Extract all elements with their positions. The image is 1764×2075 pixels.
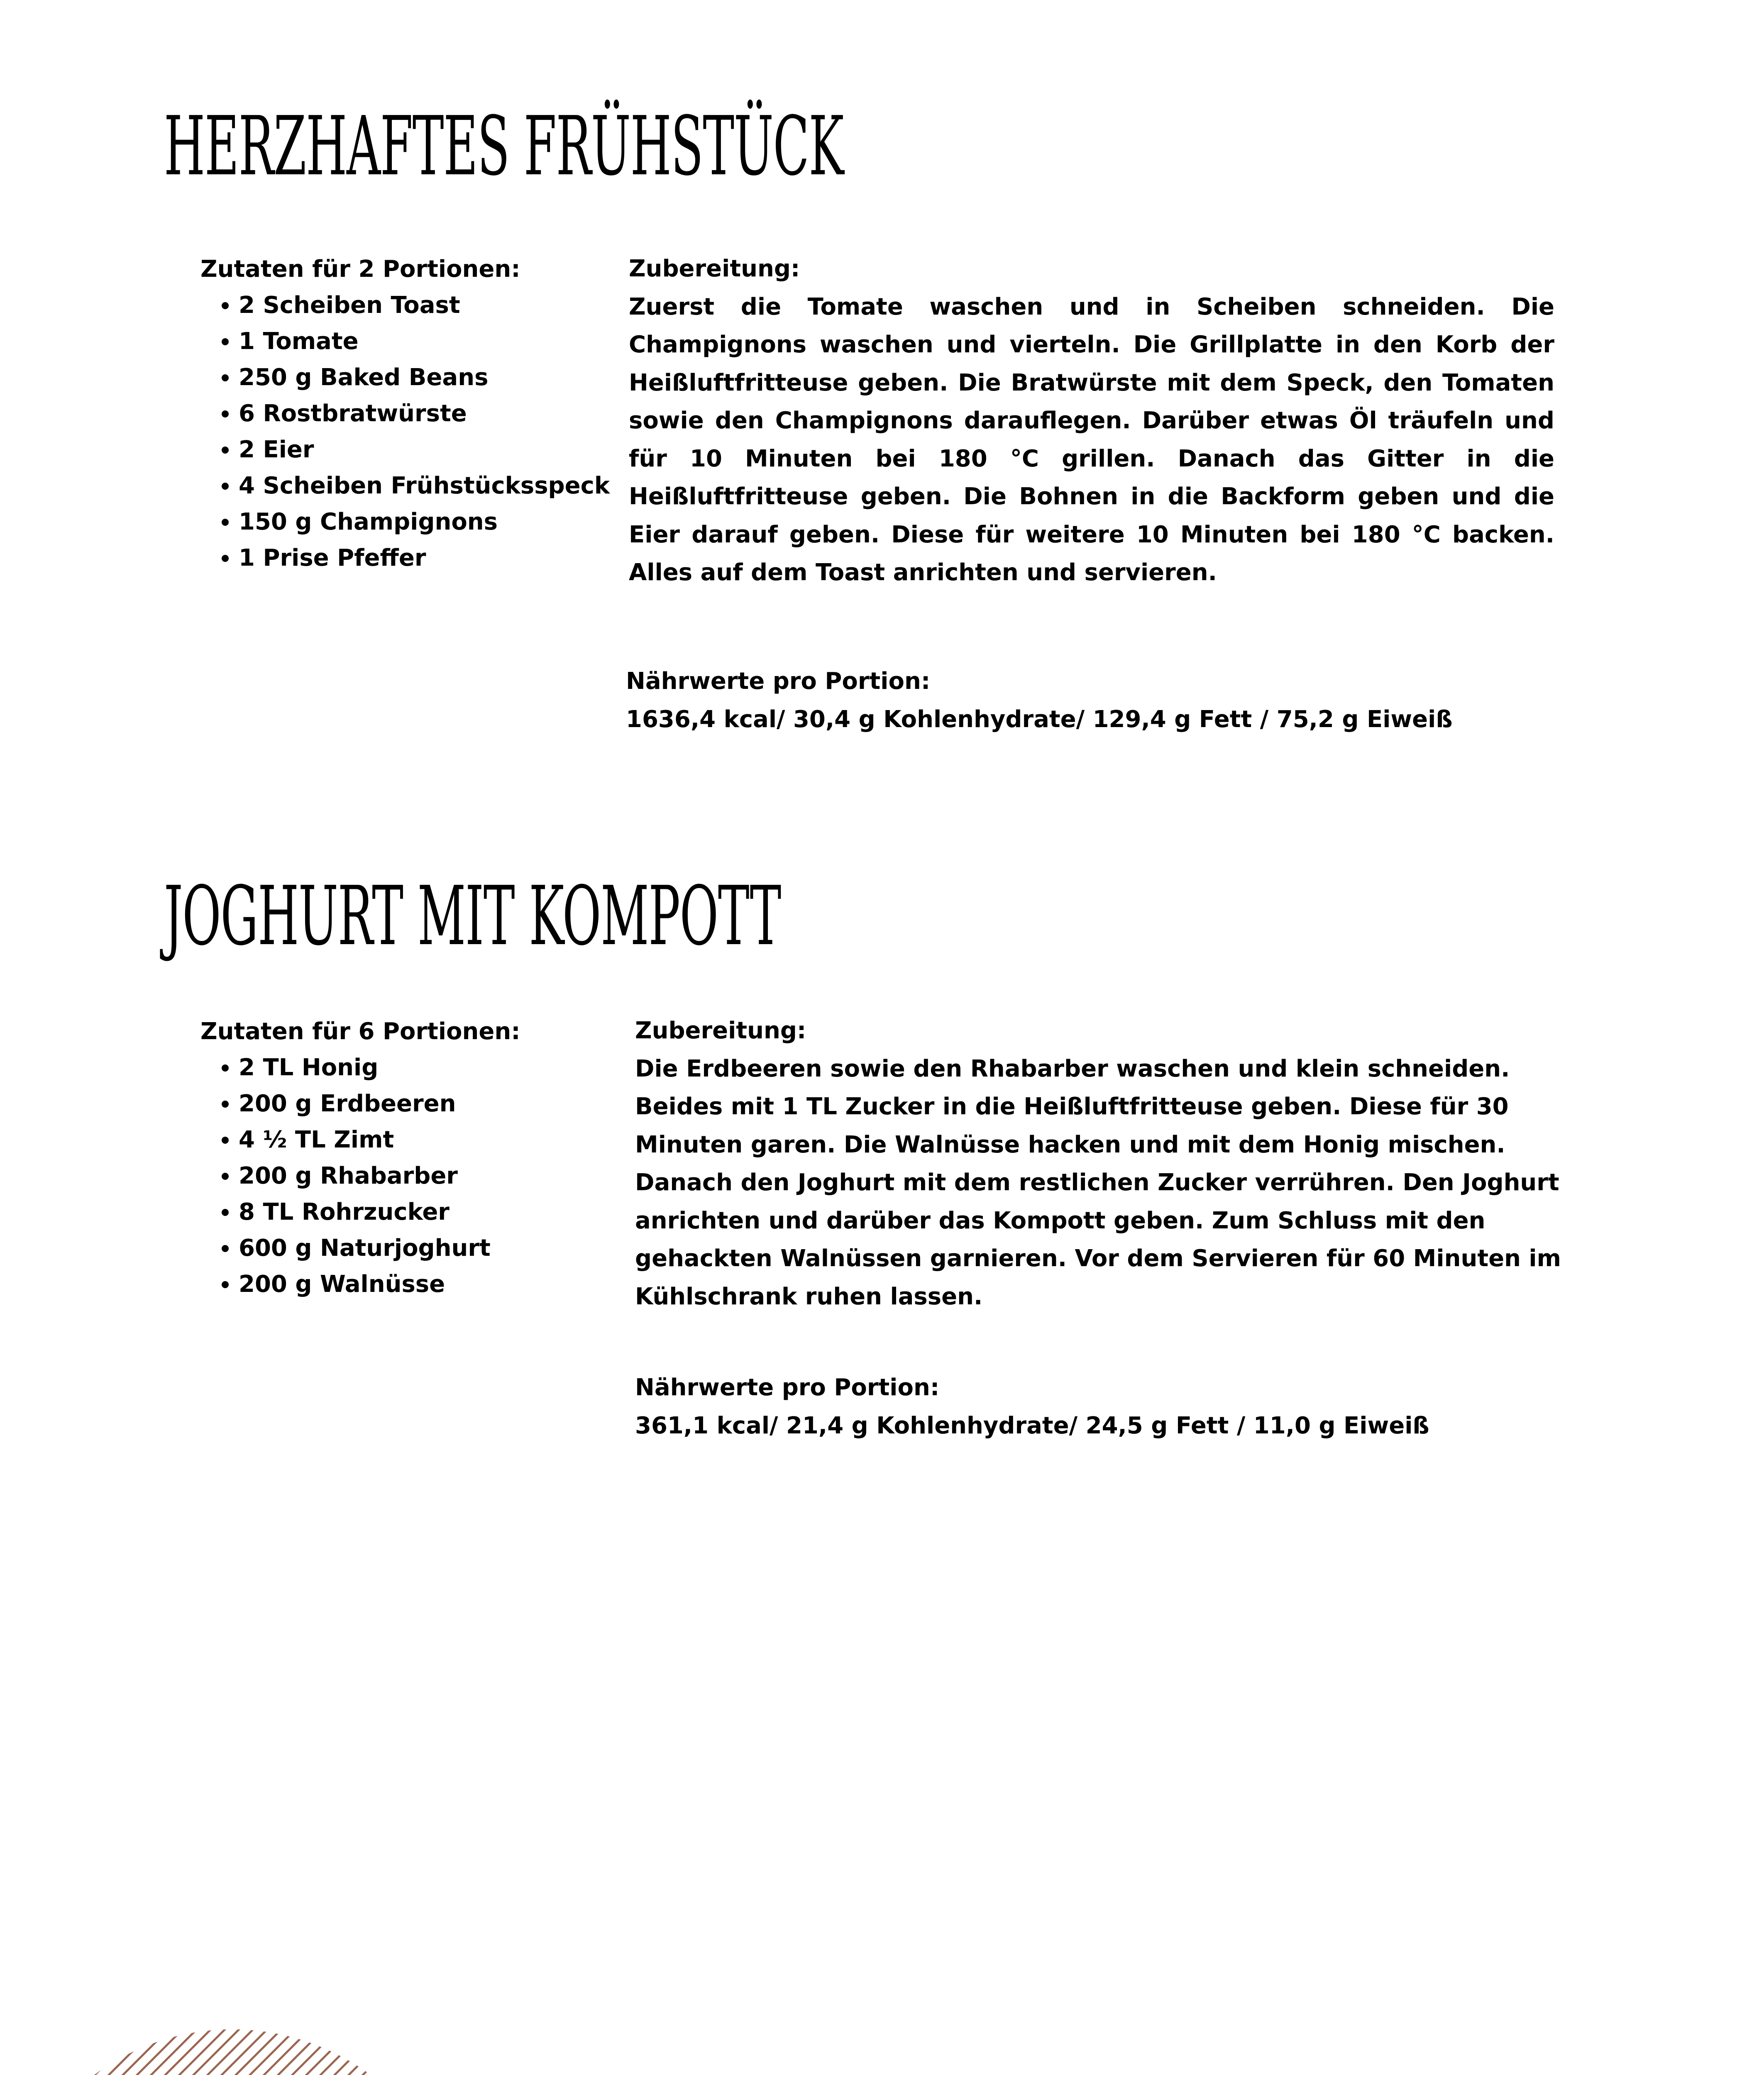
preparation-heading: Zubereitung: — [629, 255, 800, 282]
decorative-stripe — [0, 2013, 270, 2075]
preparation-heading: Zubereitung: — [635, 1017, 806, 1044]
nutrition-section — [626, 662, 1453, 739]
ingredients-section — [200, 1013, 649, 1302]
decorative-stripe — [0, 2013, 185, 2075]
decorative-stripe — [167, 2013, 540, 2075]
decorative-stripe — [82, 2013, 540, 2075]
decorative-stripe — [477, 2013, 540, 2075]
decorative-stripe — [0, 2013, 425, 2075]
preparation-text: Zuerst die Tomate waschen und in Scheiben schneiden. Die Champignons waschen und vierteln. Die Grillplatte in den Korb der Heißluftfritteuse geben. Die Bratwürste mit dem Speck, den Tomaten sowie den Champignons darauflegen. Darüber etwas Öl träufeln und für 10 Minuten bei 180 °C grillen. Danach das Gitter in die Heißluftfritteuse geben. Die Bohnen in die Backform geben und die Eier darauf geben. Diese für weitere 10 Minuten bei 180 °C backen. Alles auf dem Toast anrichten und servieren. — [629, 293, 1554, 586]
ingredients-section — [200, 251, 649, 576]
recipe-title: HERZHAFTES FRÜHSTÜCK — [164, 99, 844, 194]
decorative-stripe — [0, 2013, 44, 2075]
decorative-stripe — [0, 2013, 199, 2075]
decorative-stripe — [125, 2013, 540, 2075]
ingredient-item: • 1 Tomate — [239, 323, 649, 359]
ingredient-item: • 200 g Walnüsse — [239, 1266, 649, 1302]
decorative-stripe — [0, 2013, 397, 2075]
decorative-stripe — [379, 2013, 540, 2075]
decorative-stripe — [139, 2013, 540, 2075]
preparation-text: Die Erdbeeren sowie den Rhabarber waschen und klein schneiden. Beides mit 1 TL Zucker in die Heißluftfritteuse geben. Diese für 30 Minuten garen. Die Walnüsse hacken und mit dem Honig mischen. Danach den Joghurt mit dem restlichen Zucker verrühren. Den Joghurt anrichten und darüber das Kompott geben. Zum Schluss mit den gehackten Walnüssen garnieren. Vor dem Servieren für 60 Minuten im Kühlschrank ruhen lassen. — [635, 1055, 1561, 1310]
preparation-section — [629, 250, 1554, 592]
ingredient-item: • 150 g Champignons — [239, 504, 649, 540]
decorative-stripe — [322, 2013, 540, 2075]
decorative-stripe — [54, 2013, 540, 2075]
decorative-stripe — [0, 2013, 312, 2075]
decorative-stripe — [0, 2013, 439, 2075]
ingredient-item: • 4 ½ TL Zimt — [239, 1122, 649, 1158]
decorative-stripe — [0, 2013, 72, 2075]
ingredient-list — [200, 1050, 649, 1302]
decorative-stripe — [0, 2013, 340, 2075]
decorative-stripe — [0, 2013, 227, 2075]
ingredient-item: • 2 TL Honig — [239, 1050, 649, 1086]
ingredient-item: • 6 Rostbratwürste — [239, 395, 649, 432]
ingredients-heading: Zutaten für 6 Portionen: — [200, 1018, 520, 1045]
decorative-stripe — [449, 2013, 540, 2075]
ingredient-item: • 200 g Erdbeeren — [239, 1086, 649, 1122]
ingredient-list — [200, 287, 649, 576]
decorative-stripe — [407, 2013, 540, 2075]
decorative-stripe — [0, 2013, 383, 2075]
decorative-stripe — [350, 2013, 540, 2075]
decorative-stripe — [0, 2013, 354, 2075]
decorative-stripe — [0, 2013, 213, 2075]
nutrition-section — [635, 1369, 1429, 1445]
recipe-title: JOGHURT MIT KOMPOTT — [164, 869, 781, 964]
ingredient-item: • 1 Prise Pfeffer — [239, 540, 649, 576]
decorative-stripe — [491, 2013, 540, 2075]
decorative-stripe — [336, 2013, 540, 2075]
nutrition-values: 1636,4 kcal/ 30,4 g Kohlenhydrate/ 129,4 g Fett / 75,2 g Eiweiß — [626, 706, 1453, 733]
decorative-stripe — [0, 2013, 369, 2075]
decorative-stripe — [68, 2013, 540, 2075]
decorative-stripe — [0, 2013, 467, 2075]
decorative-stripe — [0, 2013, 481, 2075]
decorative-stripe — [0, 2013, 496, 2075]
decorative-stripe — [0, 2013, 411, 2075]
preparation-section — [635, 1012, 1573, 1316]
decorative-stripe — [393, 2013, 540, 2075]
decorative-stripe — [96, 2013, 540, 2075]
decorative-stripe — [0, 2013, 242, 2075]
ingredient-item: • 2 Eier — [239, 432, 649, 468]
decorative-stripe — [0, 2013, 326, 2075]
decorative-stripe — [0, 2013, 143, 2075]
decorative-stripe — [364, 2013, 540, 2075]
decorative-stripe — [0, 2013, 58, 2075]
decorative-stripe — [0, 2013, 86, 2075]
decorative-stripe — [0, 2013, 2, 2075]
decorative-stripe — [0, 2013, 115, 2075]
decorative-stripe — [0, 2013, 129, 2075]
ingredient-item: • 8 TL Rohrzucker — [239, 1194, 649, 1230]
decorative-stripe — [0, 2013, 100, 2075]
decorative-stripe — [266, 2013, 540, 2075]
decorative-stripe — [181, 2013, 540, 2075]
decorative-stripe — [195, 2013, 540, 2075]
decorative-stripe — [0, 2013, 30, 2075]
ingredient-item: • 2 Scheiben Toast — [239, 287, 649, 323]
nutrition-heading: Nährwerte pro Portion: — [626, 668, 931, 695]
ingredient-item: • 200 g Rhabarber — [239, 1158, 649, 1194]
decorative-stripe — [463, 2013, 540, 2075]
decorative-stripe — [435, 2013, 540, 2075]
decorative-stripe — [0, 2013, 453, 2075]
decorative-stripe — [237, 2013, 540, 2075]
decorative-stripe — [0, 2013, 16, 2075]
decorative-stripe — [421, 2013, 540, 2075]
ingredient-item: • 4 Scheiben Frühstücksspeck — [239, 468, 649, 504]
nutrition-values: 361,1 kcal/ 21,4 g Kohlenhydrate/ 24,5 g Fett / 11,0 g Eiweiß — [635, 1412, 1429, 1439]
decorative-stripe — [0, 2013, 284, 2075]
ingredient-item: • 250 g Baked Beans — [239, 359, 649, 395]
decorative-splatter-graphic — [0, 2013, 540, 2075]
ingredient-item: • 600 g Naturjoghurt — [239, 1230, 649, 1266]
ingredients-heading: Zutaten für 2 Portionen: — [200, 256, 520, 283]
decorative-stripe — [280, 2013, 540, 2075]
decorative-stripe — [223, 2013, 540, 2075]
nutrition-heading: Nährwerte pro Portion: — [635, 1374, 940, 1401]
